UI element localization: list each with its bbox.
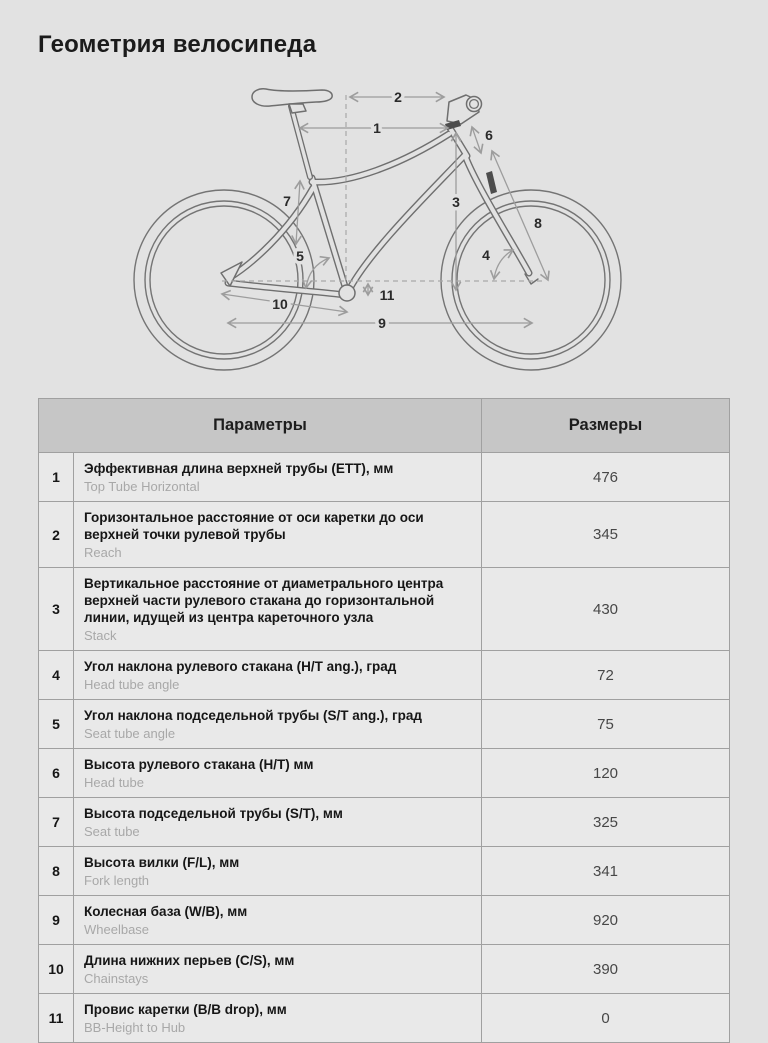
param-name: Провис каретки (B/B drop), мм (84, 1002, 287, 1017)
param-name-en: Fork length (84, 873, 150, 888)
front-wheel (441, 190, 621, 370)
table-row (39, 798, 730, 847)
param-name-en: Wheelbase (84, 922, 150, 937)
param-value-cell (482, 651, 730, 700)
param-number-cell (39, 651, 74, 700)
param-number-cell (39, 453, 74, 502)
param-value-cell (482, 749, 730, 798)
param-name-cell (74, 994, 482, 1043)
param-number-cell (39, 798, 74, 847)
param-name-en: Reach (84, 545, 122, 560)
param-number: 10 (48, 961, 64, 977)
callout-3: 3 (452, 194, 460, 210)
param-number-cell (39, 749, 74, 798)
param-name-cell (74, 798, 482, 847)
measure-5-seat-angle (306, 258, 329, 288)
param-value-cell (482, 896, 730, 945)
table-row (39, 502, 730, 568)
param-name-cell (74, 453, 482, 502)
param-name-en: Seat tube angle (84, 726, 176, 741)
callout-9: 9 (378, 315, 386, 331)
bottom-bracket (339, 285, 355, 301)
param-name-en: Top Tube Horizontal (84, 479, 200, 494)
callout-1: 1 (373, 120, 381, 136)
param-number-cell (39, 847, 74, 896)
param-number: 8 (52, 863, 60, 879)
fork-stanchion (486, 171, 497, 194)
param-value-cell (482, 453, 730, 502)
param-number: 2 (52, 526, 60, 543)
callout-11: 11 (379, 287, 395, 303)
param-name-en: Chainstays (84, 971, 149, 986)
param-number-cell (39, 502, 74, 568)
param-number: 7 (52, 814, 60, 830)
param-value-cell (482, 945, 730, 994)
table-row (39, 700, 730, 749)
param-value: 325 (592, 813, 619, 831)
param-value: 345 (592, 526, 619, 543)
table-body (39, 453, 730, 1043)
bike-frame (228, 128, 529, 295)
bike-geometry-diagram (0, 70, 768, 400)
measure-6-head-tube (472, 127, 481, 153)
table-header-row (39, 399, 730, 453)
saddle-clamp (289, 104, 306, 113)
param-number: 9 (52, 912, 60, 928)
param-value-cell (482, 847, 730, 896)
param-name-en: Seat tube (84, 824, 140, 839)
callout-10: 10 (272, 296, 288, 312)
param-number: 1 (52, 469, 60, 485)
param-value: 75 (597, 715, 614, 733)
param-value-cell (482, 994, 730, 1043)
measure-4-head-angle (494, 250, 513, 279)
param-value: 341 (592, 862, 619, 880)
param-name: Колесная база (W/B), мм (84, 904, 248, 919)
param-value: 390 (592, 960, 619, 978)
param-value-cell (482, 700, 730, 749)
param-name-cell (74, 945, 482, 994)
table-row (39, 896, 730, 945)
param-value: 120 (592, 764, 619, 782)
param-name-cell (74, 651, 482, 700)
param-name-cell (74, 749, 482, 798)
param-number-cell (39, 568, 74, 651)
param-value-cell (482, 568, 730, 651)
param-name: Вертикальное расстояние от диаметрального центра верхней части рулевого стакана до горизонтальной линии, идущей из центра кареточного узла (84, 576, 444, 625)
param-name-en: BB-Height to Hub (84, 1020, 186, 1035)
param-name-cell (74, 568, 482, 651)
table-row (39, 994, 730, 1043)
param-name: Угол наклона подседельной трубы (S/T ang.), град (84, 708, 422, 723)
callout-4: 4 (482, 247, 490, 263)
param-name: Высота вилки (F/L), мм (84, 855, 240, 870)
param-value: 0 (601, 1009, 610, 1027)
param-number: 5 (52, 716, 60, 732)
callout-5: 5 (296, 248, 304, 264)
param-number-cell (39, 994, 74, 1043)
param-value: 476 (592, 468, 619, 486)
param-value-cell (482, 798, 730, 847)
param-name: Эффективная длина верхней трубы (ETT), мм (84, 461, 394, 476)
param-number-cell (39, 700, 74, 749)
param-name-cell (74, 896, 482, 945)
param-value-cell (482, 502, 730, 568)
callout-8: 8 (534, 215, 542, 231)
param-number: 6 (52, 765, 60, 781)
param-name-en: Stack (84, 628, 117, 643)
param-name: Высота подседельной трубы (S/T), мм (84, 806, 343, 821)
table-row (39, 453, 730, 502)
param-name-cell (74, 502, 482, 568)
param-number: 3 (52, 601, 60, 617)
callout-2: 2 (394, 89, 402, 105)
param-name-cell (74, 847, 482, 896)
table-row (39, 945, 730, 994)
param-name-en: Head tube (84, 775, 144, 790)
table-row (39, 749, 730, 798)
param-name: Высота рулевого стакана (H/T) мм (84, 757, 314, 772)
handlebar-grip (467, 97, 482, 112)
page-title: Геометрия велосипеда (38, 31, 317, 58)
table-row (39, 651, 730, 700)
param-name: Длина нижних перьев (C/S), мм (84, 953, 295, 968)
column-header-sizes: Размеры (482, 399, 730, 453)
param-number: 4 (52, 667, 60, 683)
param-name: Угол наклона рулевого стакана (H/T ang.), град (84, 659, 397, 674)
param-number-cell (39, 896, 74, 945)
param-value: 72 (597, 666, 614, 684)
table-row (39, 847, 730, 896)
param-name-en: Head tube angle (84, 677, 180, 692)
column-header-parameters: Параметры (39, 399, 482, 453)
param-value: 920 (592, 911, 619, 929)
callout-6: 6 (485, 127, 493, 143)
param-name-cell (74, 700, 482, 749)
rear-wheel (134, 190, 314, 370)
param-value: 430 (592, 600, 619, 618)
param-name: Горизонтальное расстояние от оси каретки до оси верхней точки рулевой трубы (84, 510, 424, 542)
param-number-cell (39, 945, 74, 994)
callout-7: 7 (283, 193, 291, 209)
geometry-table (38, 398, 730, 1043)
table-row (39, 568, 730, 651)
param-number: 11 (48, 1010, 64, 1026)
